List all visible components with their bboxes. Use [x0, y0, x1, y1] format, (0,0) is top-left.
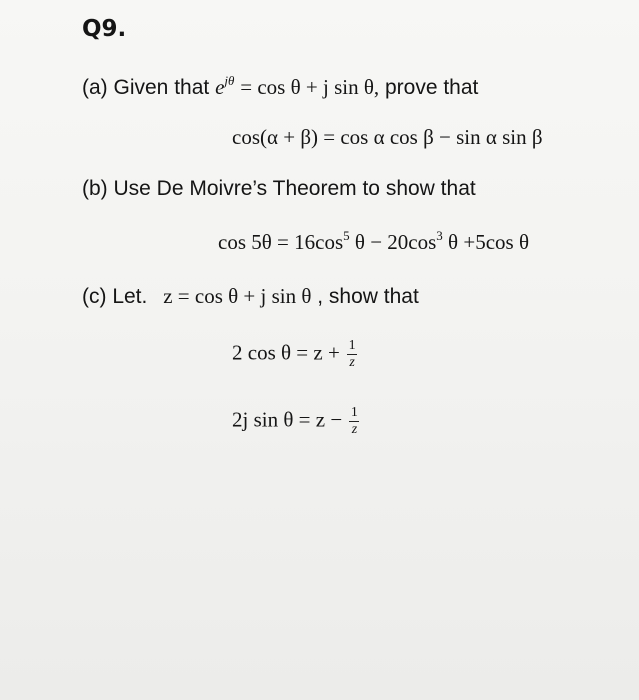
part-a-statement [82, 74, 478, 103]
part-a-identity: cos(α + β) = cos α cos β − sin α sin β [232, 125, 543, 149]
part-a-label: (a) Given that [82, 76, 210, 99]
formula-middle-2: θ +5cos θ [442, 230, 530, 254]
given-rhs: = cos θ + j sin θ, [240, 75, 380, 99]
part-c-equation-1 [232, 339, 359, 370]
fraction-numerator: 1 [348, 338, 356, 353]
part-c-prompt-end: , show that [317, 285, 419, 308]
question-title: Q9. [82, 16, 127, 42]
part-b-statement: (b) Use De Moivre’s Theorem to show that [82, 177, 476, 200]
given-exponent: jθ [224, 73, 235, 88]
equation-2-fraction [349, 406, 359, 437]
fraction-denominator: z [349, 355, 355, 370]
part-a-prompt-end: prove that [384, 76, 479, 99]
part-c-definition: z = cos θ + j sin θ [163, 284, 312, 308]
formula-lhs: cos 5θ = 16cos [218, 230, 344, 254]
formula-exp-1: 5 [343, 228, 350, 243]
part-c-statement [82, 283, 419, 310]
given-base: e [215, 75, 225, 99]
part-c-equation-2 [232, 406, 361, 437]
equation-2-lhs: 2j sin θ = z − [232, 407, 343, 432]
equation-1-fraction [347, 339, 357, 370]
part-b-formula [218, 229, 529, 258]
equation-1-lhs: 2 cos θ = z + [232, 340, 340, 365]
formula-exp-2: 3 [436, 228, 443, 243]
part-c-label: (c) Let. [82, 285, 148, 308]
fraction-numerator: 1 [350, 405, 358, 420]
formula-middle-1: θ − 20cos [349, 230, 437, 254]
fraction-denominator: z [351, 422, 358, 437]
